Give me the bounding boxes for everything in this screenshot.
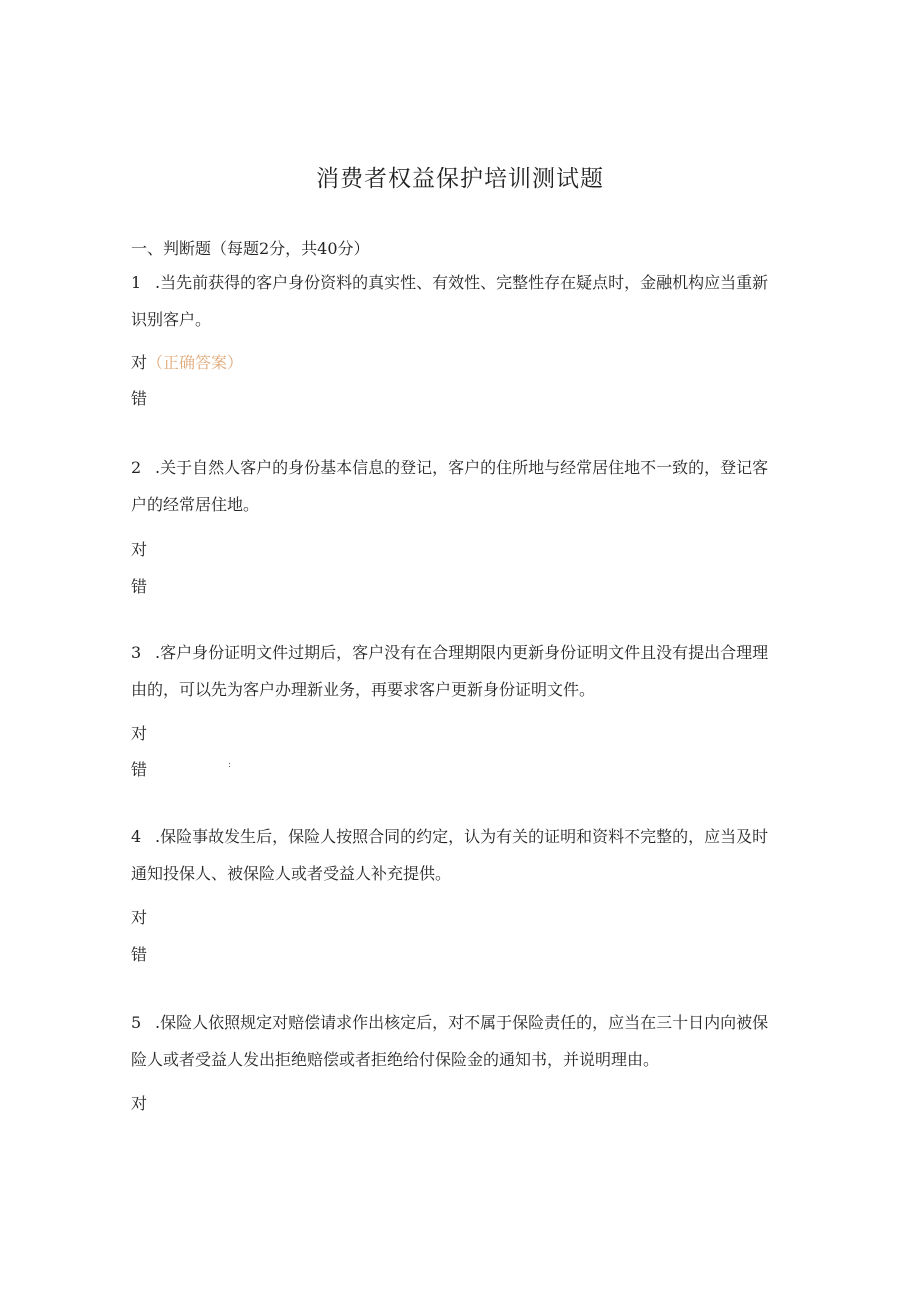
- page-title: 消费者权益保护培训测试题: [316, 166, 604, 192]
- question-number: 5: [131, 1013, 142, 1032]
- option-true: [131, 350, 243, 373]
- option-false: 错: [131, 945, 148, 964]
- option-true: 对: [131, 908, 148, 927]
- option-true: 对: [131, 1094, 148, 1113]
- question-4: [131, 818, 779, 892]
- correct-answer-note: （正确答案）: [147, 353, 244, 372]
- option-true-label: 对: [131, 353, 148, 372]
- option-true: 对: [131, 540, 148, 559]
- question-3: [131, 634, 779, 708]
- question-1: [131, 264, 779, 338]
- question-number: 2: [131, 458, 142, 477]
- question-2: [131, 449, 779, 523]
- option-true: 对: [131, 724, 148, 743]
- stray-mark: :: [228, 760, 232, 770]
- question-text: .客户身份证明文件过期后，客户没有在合理期限内更新身份证明文件且没有提出合理理由的，可以先为客户办理新业务，再要求客户更新身份证明文件。: [131, 643, 769, 699]
- section-heading: 一、判断题（每题2分，共40分）: [131, 239, 370, 258]
- question-number: 3: [131, 643, 142, 662]
- option-false: 错: [131, 389, 148, 408]
- question-number: 4: [131, 827, 142, 846]
- question-text: .保险人依照规定对赔偿请求作出核定后，对不属于保险责任的，应当在三十日内向被保险人或者受益人发出拒绝赔偿或者拒绝给付保险金的通知书，并说明理由。: [131, 1013, 769, 1069]
- question-number: 1: [131, 273, 142, 292]
- option-false: 错: [131, 760, 148, 779]
- question-text: .保险事故发生后，保险人按照合同的约定，认为有关的证明和资料不完整的，应当及时通知投保人、被保险人或者受益人补充提供。: [131, 827, 769, 883]
- question-text: .关于自然人客户的身份基本信息的登记，客户的住所地与经常居住地不一致的，登记客户的经常居住地。: [131, 458, 769, 514]
- question-5: [131, 1004, 779, 1078]
- question-text: .当先前获得的客户身份资料的真实性、有效性、完整性存在疑点时，金融机构应当重新识别客户。: [131, 273, 769, 329]
- option-false: 错: [131, 577, 148, 596]
